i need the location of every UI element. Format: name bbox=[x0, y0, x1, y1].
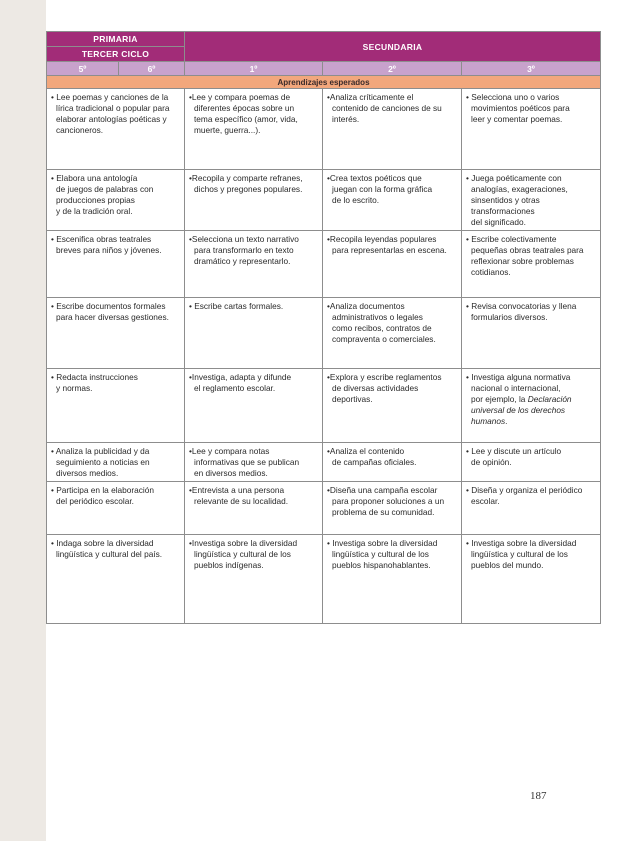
cell-line: pueblos del mundo. bbox=[471, 560, 544, 570]
cell-line: lingüística y cultural de los bbox=[332, 549, 429, 559]
cell-line: • Investiga sobre la diversidad bbox=[327, 538, 438, 548]
cell-line: •Analiza documentos bbox=[327, 301, 405, 311]
page-number: 187 bbox=[530, 790, 547, 802]
table-cell bbox=[185, 170, 323, 231]
table-cell bbox=[185, 443, 323, 482]
cell-line: • Escribe colectivamente bbox=[466, 234, 557, 244]
cell-line: por ejemplo, la Declaración bbox=[471, 394, 572, 404]
table-row bbox=[47, 231, 601, 298]
cell-line: • Diseña y organiza el periódico bbox=[466, 485, 583, 495]
cell-line: transformaciones bbox=[471, 206, 535, 216]
cell-line: diferentes épocas sobre un bbox=[194, 103, 295, 113]
cell-line: para representarlas en escena. bbox=[332, 245, 447, 255]
cell-line: breves para niños y jóvenes. bbox=[56, 245, 162, 255]
cell-line: •Investiga, adapta y difunde bbox=[189, 372, 292, 382]
cell-line: • Indaga sobre la diversidad bbox=[51, 538, 154, 548]
cell-line: • Escribe cartas formales. bbox=[189, 301, 284, 311]
table-cell bbox=[323, 482, 462, 535]
table-row bbox=[47, 369, 601, 443]
table-cell bbox=[185, 89, 323, 170]
cell-line: juegan con la forma gráfica bbox=[332, 184, 433, 194]
table-row bbox=[47, 482, 601, 535]
cell-line: el reglamento escolar. bbox=[194, 383, 276, 393]
cell-line: • Selecciona uno o varios bbox=[466, 92, 560, 102]
cell-line: •Recopila leyendas populares bbox=[327, 234, 437, 244]
table-cell bbox=[462, 231, 601, 298]
cell-line: •Crea textos poéticos que bbox=[327, 173, 422, 183]
cell-line: administrativos o legales bbox=[332, 312, 423, 322]
cell-line: reflexionar sobre problemas bbox=[471, 256, 574, 266]
cell-line: •Diseña una campaña escolar bbox=[327, 485, 438, 495]
cell-line: y de la tradición oral. bbox=[56, 206, 133, 216]
grade-header-6: 6º bbox=[119, 62, 185, 76]
cell-line: informativas que se publican bbox=[194, 457, 300, 467]
page-margin-strip bbox=[0, 0, 46, 841]
cell-line: • Redacta instrucciones bbox=[51, 372, 138, 382]
cell-line: muerte, guerra...). bbox=[194, 125, 261, 135]
cell-line: lingüística y cultural de los bbox=[471, 549, 568, 559]
cell-line: • Lee y discute un artículo bbox=[466, 446, 562, 456]
cell-line: de opinión. bbox=[471, 457, 512, 467]
cell-line: deportivas. bbox=[332, 394, 373, 404]
cell-line: del significado. bbox=[471, 217, 526, 227]
cell-line: •Lee y compara notas bbox=[189, 446, 270, 456]
grade-header-sec-1: 1º bbox=[185, 62, 323, 76]
cell-line: lingüística y cultural del país. bbox=[56, 549, 163, 559]
cell-line: cancioneros. bbox=[56, 125, 104, 135]
cell-line: • Elabora una antología bbox=[51, 173, 138, 183]
cell-line: elaborar antologías poéticas y bbox=[56, 114, 167, 124]
learning-outcomes-table bbox=[46, 31, 601, 624]
cell-line: para proponer soluciones a un bbox=[332, 496, 445, 506]
table-cell bbox=[462, 369, 601, 443]
table-cell bbox=[185, 482, 323, 535]
cell-line: para transformarlo en texto bbox=[194, 245, 294, 255]
cell-line: interés. bbox=[332, 114, 360, 124]
primaria-header: PRIMARIA bbox=[47, 32, 185, 47]
cell-line: • Revisa convocatorias y llena bbox=[466, 301, 577, 311]
cell-line: como recibos, contratos de bbox=[332, 323, 432, 333]
tercer-ciclo-header: TERCER CICLO bbox=[47, 47, 185, 62]
cell-line: diversos medios. bbox=[56, 468, 119, 478]
cell-line: lírica tradicional o popular para bbox=[56, 103, 170, 113]
cell-line: de juegos de palabras con bbox=[56, 184, 154, 194]
aprendizajes-header: Aprendizajes esperados bbox=[47, 76, 601, 89]
table-cell bbox=[47, 443, 185, 482]
grade-header-5: 5º bbox=[47, 62, 119, 76]
table-cell bbox=[185, 298, 323, 369]
cell-line: dichos y pregones populares. bbox=[194, 184, 303, 194]
cell-line: compraventa o comerciales. bbox=[332, 334, 436, 344]
cell-line: de lo escrito. bbox=[332, 195, 380, 205]
cell-line: humanos. bbox=[471, 416, 508, 426]
table-cell bbox=[47, 170, 185, 231]
table-cell bbox=[462, 89, 601, 170]
cell-line: escolar. bbox=[471, 496, 500, 506]
table-cell bbox=[323, 443, 462, 482]
table-row bbox=[47, 443, 601, 482]
cell-line: pueblos hispanohablantes. bbox=[332, 560, 431, 570]
table-body bbox=[47, 89, 601, 624]
cell-line: • Analiza la publicidad y da bbox=[51, 446, 150, 456]
cell-line: •Analiza el contenido bbox=[327, 446, 405, 456]
cell-line: •Investiga sobre la diversidad bbox=[189, 538, 298, 548]
table-cell bbox=[462, 298, 601, 369]
cell-line: movimientos poéticos para bbox=[471, 103, 570, 113]
cell-line: • Participa en la elaboración bbox=[51, 485, 154, 495]
table-cell bbox=[47, 482, 185, 535]
cell-line: de diversas actividades bbox=[332, 383, 419, 393]
table-row bbox=[47, 89, 601, 170]
table-cell bbox=[323, 298, 462, 369]
cell-line: • Escenifica obras teatrales bbox=[51, 234, 152, 244]
table-cell bbox=[323, 89, 462, 170]
grade-header-sec-2: 2º bbox=[323, 62, 462, 76]
table-cell bbox=[47, 298, 185, 369]
table-cell bbox=[47, 535, 185, 624]
cell-line: •Selecciona un texto narrativo bbox=[189, 234, 299, 244]
cell-line: contenido de canciones de su bbox=[332, 103, 442, 113]
cell-line: analogías, exageraciones, bbox=[471, 184, 568, 194]
cell-line: relevante de su localidad. bbox=[194, 496, 289, 506]
table-cell bbox=[185, 535, 323, 624]
cell-line: pequeñas obras teatrales para bbox=[471, 245, 584, 255]
table-cell bbox=[323, 231, 462, 298]
cell-line: sinsentidos y otras bbox=[471, 195, 540, 205]
table-cell bbox=[47, 89, 185, 170]
table-row bbox=[47, 170, 601, 231]
table-cell bbox=[323, 369, 462, 443]
cell-line: •Entrevista a una persona bbox=[189, 485, 285, 495]
cell-line: • Juega poéticamente con bbox=[466, 173, 562, 183]
secundaria-header: SECUNDARIA bbox=[185, 32, 601, 62]
cell-line: y normas. bbox=[56, 383, 93, 393]
table-cell bbox=[323, 535, 462, 624]
cell-line: universal de los derechos bbox=[471, 405, 566, 415]
table-cell bbox=[462, 535, 601, 624]
cell-line: tema específico (amor, vida, bbox=[194, 114, 298, 124]
cell-line: seguimiento a noticias en bbox=[56, 457, 150, 467]
table-cell bbox=[47, 369, 185, 443]
cell-line: pueblos indígenas. bbox=[194, 560, 264, 570]
cell-line: leer y comentar poemas. bbox=[471, 114, 563, 124]
grade-header-sec-3: 3º bbox=[462, 62, 601, 76]
cell-line: para hacer diversas gestiones. bbox=[56, 312, 169, 322]
table-cell bbox=[462, 443, 601, 482]
cell-line: • Escribe documentos formales bbox=[51, 301, 166, 311]
cell-line: de campañas oficiales. bbox=[332, 457, 417, 467]
table-cell bbox=[185, 369, 323, 443]
table-cell bbox=[462, 482, 601, 535]
cell-line: dramático y representarlo. bbox=[194, 256, 291, 266]
table-cell bbox=[323, 170, 462, 231]
table-cell bbox=[47, 231, 185, 298]
cell-line: nacional o internacional, bbox=[471, 383, 561, 393]
cell-line: •Recopila y comparte refranes, bbox=[189, 173, 303, 183]
cell-line: •Lee y compara poemas de bbox=[189, 92, 291, 102]
cell-line: problema de su comunidad. bbox=[332, 507, 435, 517]
cell-line: cotidianos. bbox=[471, 267, 511, 277]
cell-line: •Analiza críticamente el bbox=[327, 92, 414, 102]
cell-line: producciones propias bbox=[56, 195, 135, 205]
cell-line: del periódico escolar. bbox=[56, 496, 134, 506]
cell-line: • Lee poemas y canciones de la bbox=[51, 92, 169, 102]
table-cell bbox=[462, 170, 601, 231]
table-cell bbox=[185, 231, 323, 298]
table-row bbox=[47, 535, 601, 624]
cell-line: • Investiga sobre la diversidad bbox=[466, 538, 577, 548]
cell-line: formularios diversos. bbox=[471, 312, 548, 322]
cell-line: •Explora y escribe reglamentos bbox=[327, 372, 442, 382]
cell-line: • Investiga alguna normativa bbox=[466, 372, 571, 382]
cell-line: lingüística y cultural de los bbox=[194, 549, 291, 559]
table-row bbox=[47, 298, 601, 369]
cell-line: en diversos medios. bbox=[194, 468, 268, 478]
